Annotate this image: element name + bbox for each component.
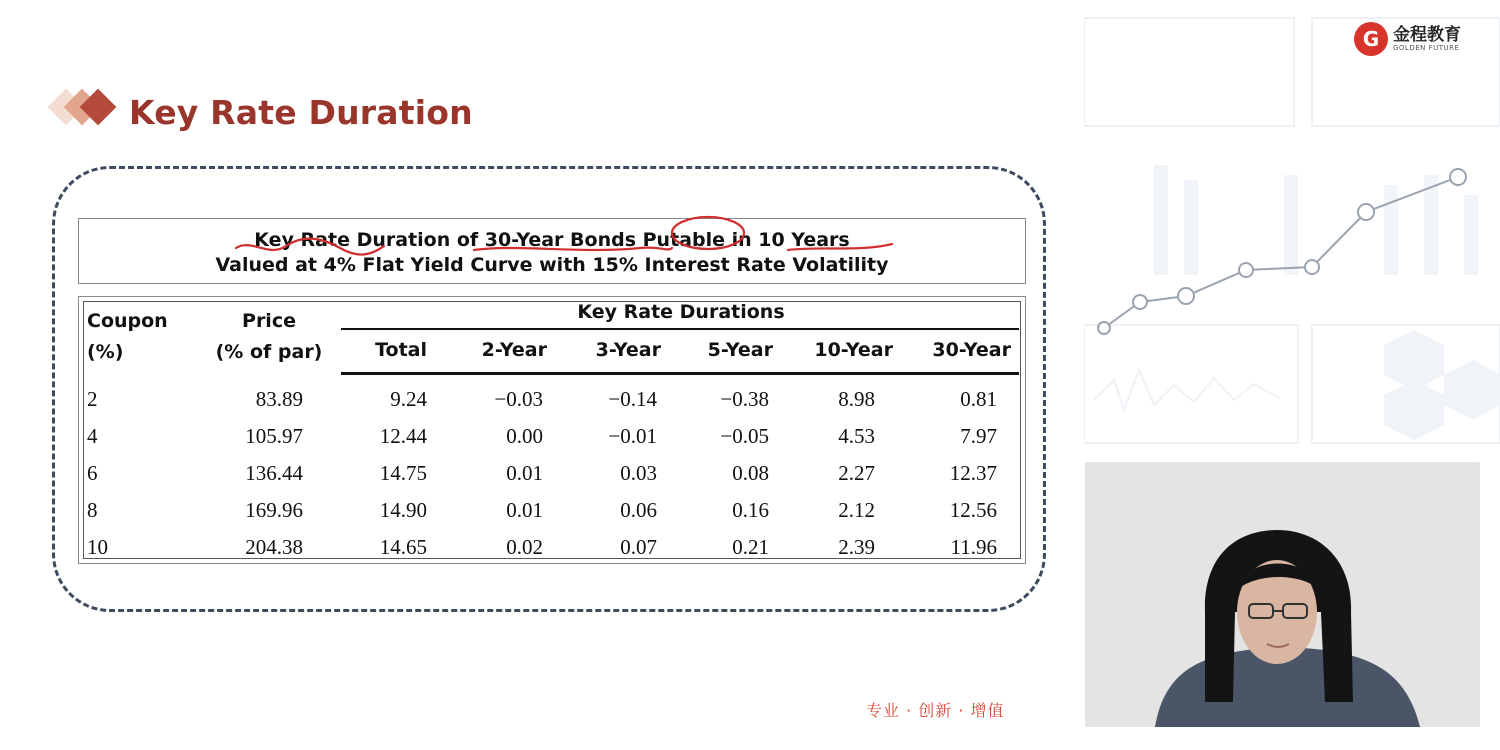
cell-30-year: 11.96 xyxy=(950,535,997,559)
header-30-year: 30-Year xyxy=(932,339,1011,361)
header-group-rule xyxy=(341,328,1019,330)
cell-total: 12.44 xyxy=(379,424,427,448)
cell-price: 204.38 xyxy=(245,535,303,559)
header-5-year: 5-Year xyxy=(707,339,773,361)
cell-2-year: 0.00 xyxy=(506,424,543,448)
cell-30-year: 7.97 xyxy=(960,424,997,448)
cell-5-year: 0.08 xyxy=(732,461,769,485)
cell-total: 14.90 xyxy=(379,498,427,522)
cell-3-year: 0.06 xyxy=(620,498,657,522)
header-3-year: 3-Year xyxy=(595,339,661,361)
header-coupon-unit: (%) xyxy=(87,341,124,363)
cell-2-year: 0.01 xyxy=(506,498,543,522)
cell-3-year: −0.14 xyxy=(608,387,657,411)
cell-3-year: 0.03 xyxy=(620,461,657,485)
cell-5-year: −0.38 xyxy=(720,387,769,411)
cell-5-year: 0.21 xyxy=(732,535,769,559)
presenter-image xyxy=(1085,462,1480,727)
cell-5-year: −0.05 xyxy=(720,424,769,448)
header-key-rate-durations: Key Rate Durations xyxy=(577,301,785,323)
cell-coupon: 8 xyxy=(87,498,98,522)
cell-coupon: 6 xyxy=(87,461,98,485)
footer-slogan: 专业 · 创新 · 增值 xyxy=(866,701,1005,720)
cell-price: 83.89 xyxy=(255,387,303,411)
cell-price: 136.44 xyxy=(245,461,303,485)
cell-3-year: −0.01 xyxy=(608,424,657,448)
background-chart-watermark xyxy=(1084,0,1500,455)
cell-coupon: 2 xyxy=(87,387,98,411)
logo-emblem-icon: G xyxy=(1354,22,1388,56)
cell-10-year: 4.53 xyxy=(838,424,875,448)
brand-logo xyxy=(1354,22,1461,56)
cell-10-year: 8.98 xyxy=(838,387,875,411)
caption-line-2: Valued at 4% Flat Yield Curve with 15% Interest Rate Volatility xyxy=(215,254,889,276)
cell-30-year: 12.37 xyxy=(949,461,997,485)
cell-total: 9.24 xyxy=(390,387,427,411)
cell-price: 105.97 xyxy=(245,424,303,448)
cell-3-year: 0.07 xyxy=(620,535,657,559)
cell-coupon: 4 xyxy=(87,424,98,448)
logo-subtitle: GOLDEN FUTURE xyxy=(1393,43,1460,52)
cell-10-year: 2.39 xyxy=(838,535,875,559)
cell-2-year: −0.03 xyxy=(494,387,543,411)
cell-30-year: 12.56 xyxy=(949,498,997,522)
diamond-bullet-icon xyxy=(45,88,123,136)
header-total: Total xyxy=(375,339,427,361)
cell-5-year: 0.16 xyxy=(732,498,769,522)
header-price-unit: (% of par) xyxy=(215,341,323,363)
slide-header xyxy=(45,88,473,136)
logo-name: 金程教育 xyxy=(1393,24,1461,45)
header-coupon: Coupon xyxy=(87,310,168,332)
slide-title: Key Rate Duration xyxy=(129,92,473,132)
cell-total: 14.75 xyxy=(379,461,427,485)
table-caption xyxy=(78,218,1026,284)
cell-10-year: 2.12 xyxy=(838,498,875,522)
cell-2-year: 0.01 xyxy=(506,461,543,485)
presenter-video xyxy=(1085,462,1480,727)
header-2-year: 2-Year xyxy=(481,339,547,361)
header-bottom-rule xyxy=(341,372,1019,375)
cell-price: 169.96 xyxy=(245,498,303,522)
cell-30-year: 0.81 xyxy=(960,387,997,411)
cell-10-year: 2.27 xyxy=(838,461,875,485)
header-price: Price xyxy=(242,310,296,332)
key-rate-duration-table xyxy=(78,296,1026,564)
cell-2-year: 0.02 xyxy=(506,535,543,559)
header-10-year: 10-Year xyxy=(814,339,893,361)
caption-line-1: Key Rate Duration of 30-Year Bonds Putable in 10 Years xyxy=(254,229,850,251)
cell-coupon: 10 xyxy=(87,535,108,559)
cell-total: 14.65 xyxy=(379,535,427,559)
